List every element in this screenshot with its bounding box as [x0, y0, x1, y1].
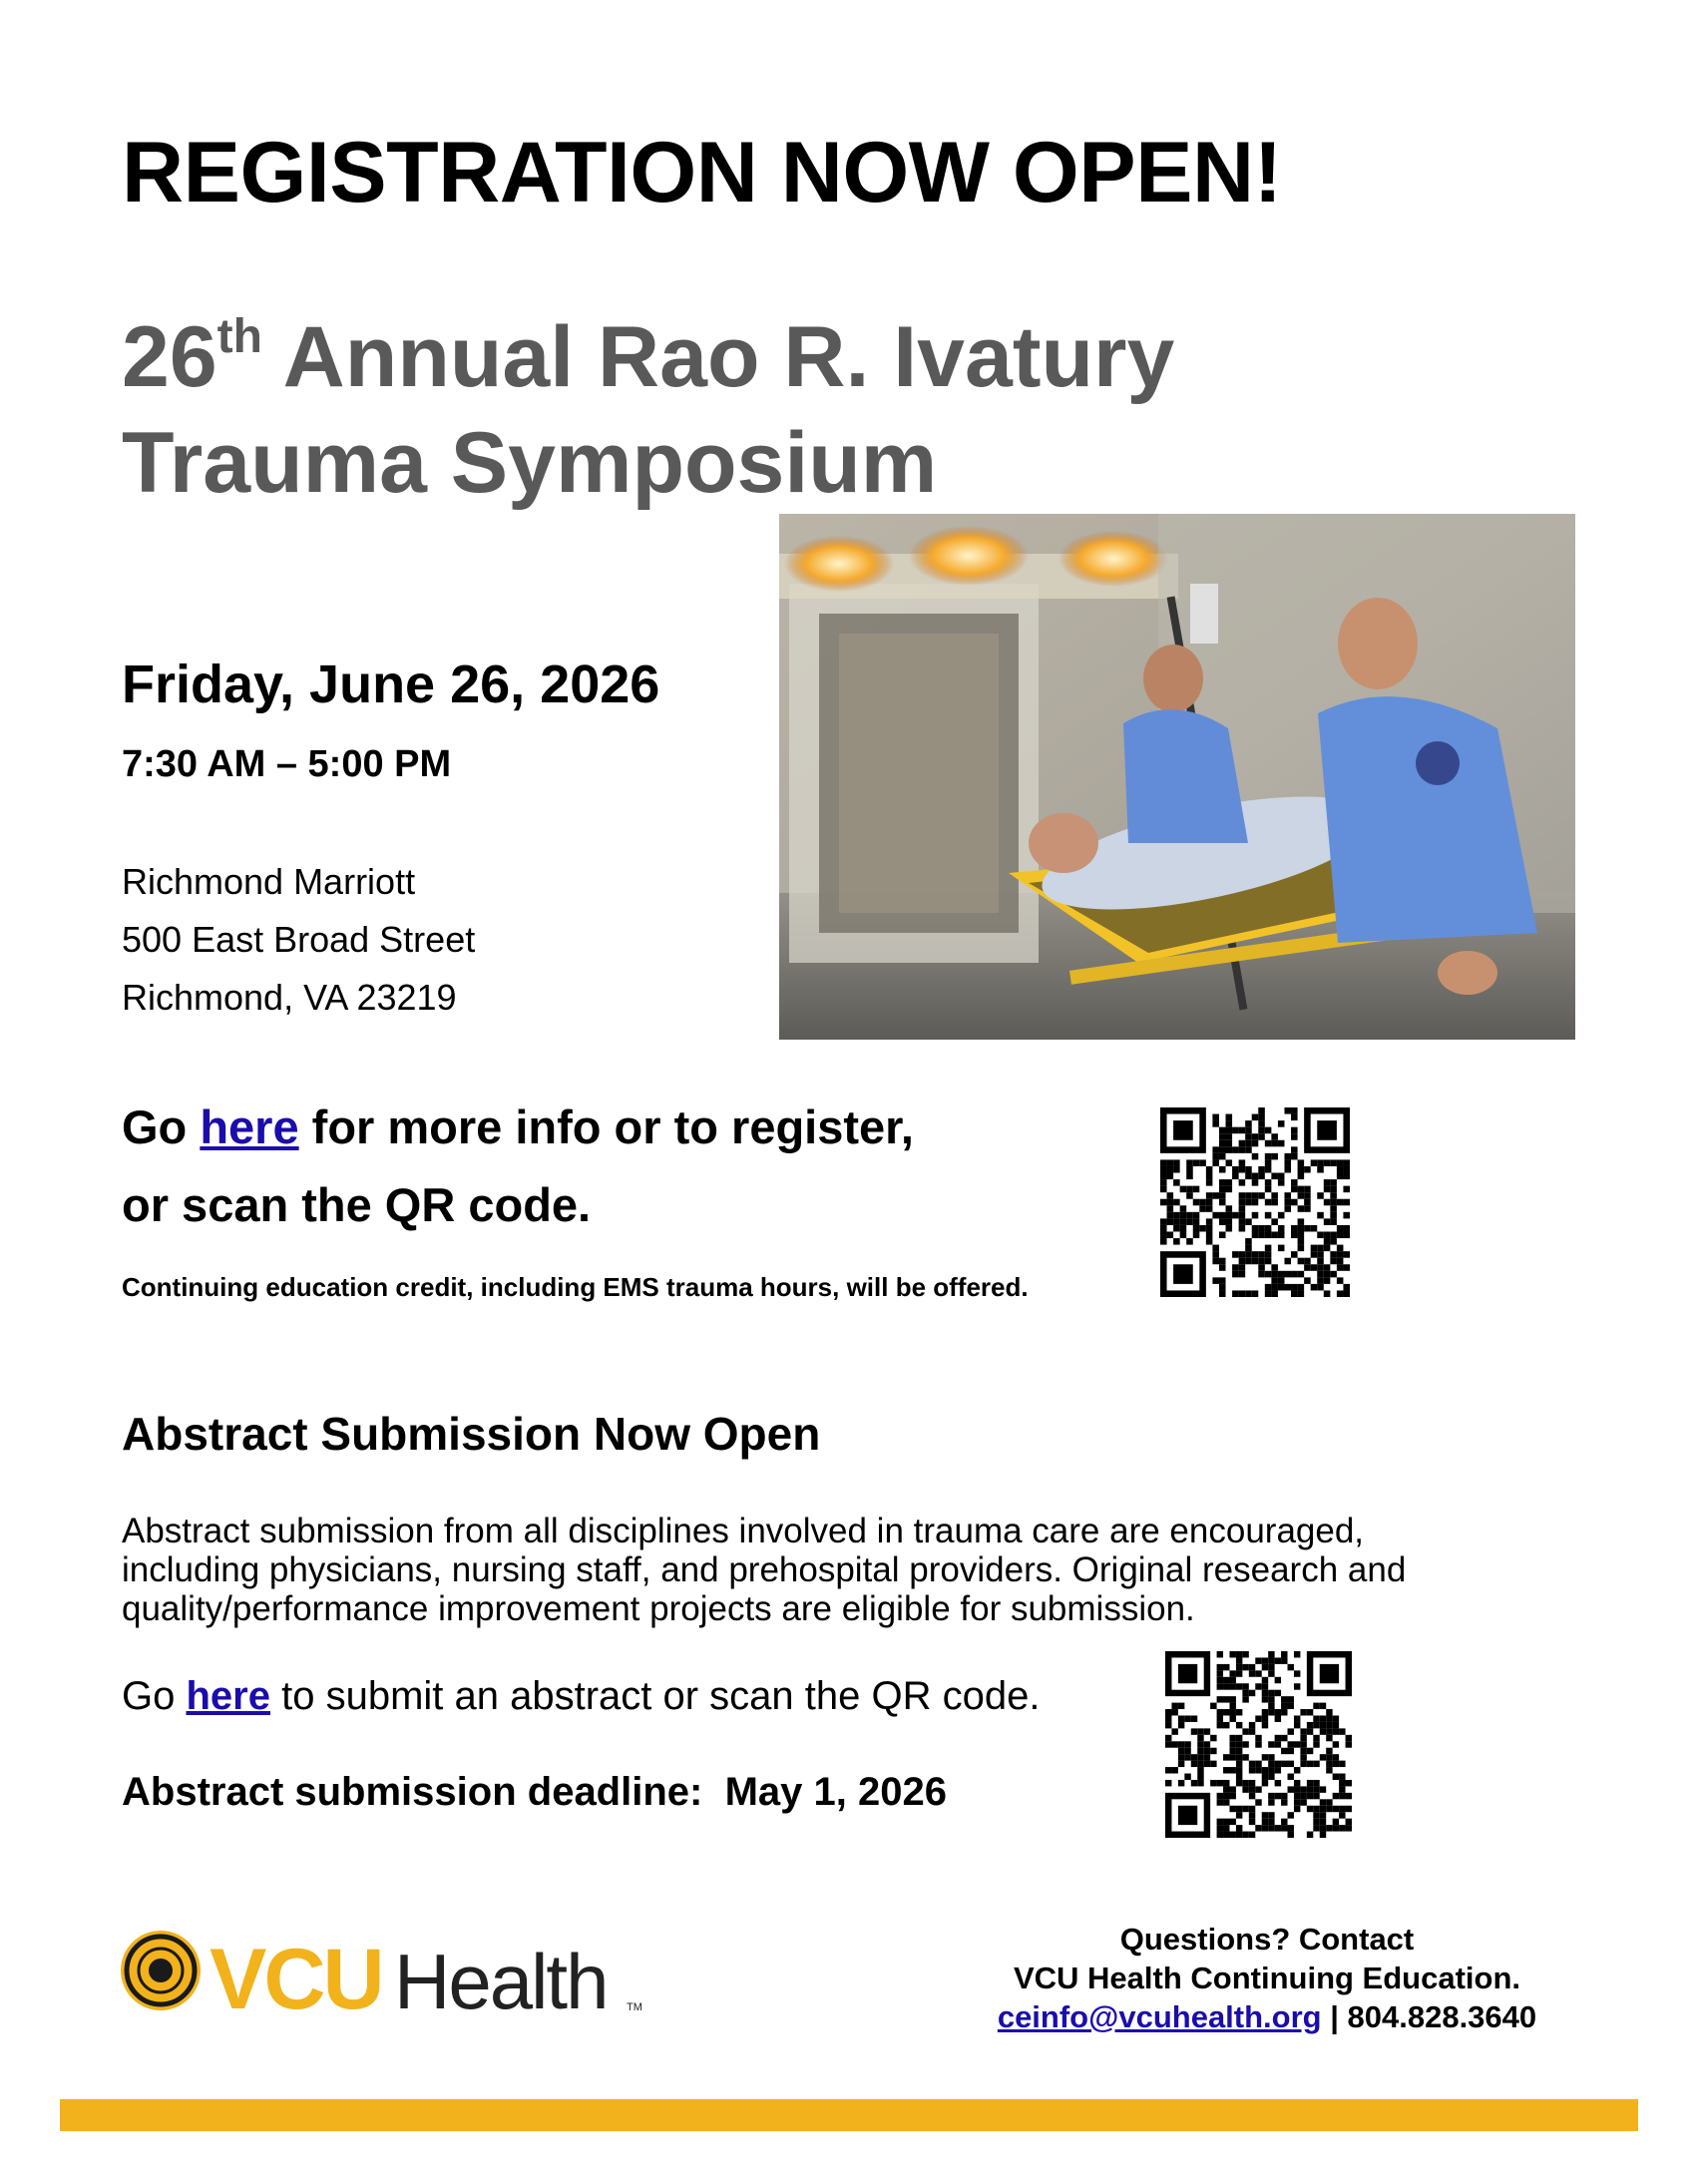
abstract-here-link[interactable]: here: [186, 1674, 270, 1718]
logo-tm-text: TM: [627, 2001, 642, 2013]
logo-vcu-text: VCU: [210, 1932, 382, 2020]
abstract-submit-line: [122, 1674, 1040, 1719]
title-ordinal-suffix: th: [216, 310, 262, 363]
abstract-go-prefix: Go: [122, 1674, 187, 1718]
abstract-deadline: Abstract submission deadline: May 1, 2026: [122, 1770, 947, 1814]
event-city: Richmond, VA 23219: [122, 977, 457, 1018]
event-date: Friday, June 26, 2026: [122, 655, 660, 714]
ce-credit-note: Continuing education credit, including EMS trauma hours, will be offered.: [122, 1272, 1029, 1302]
paramedics-photo: [779, 514, 1575, 1040]
contact-phone: 804.828.3640: [1347, 1999, 1537, 2034]
abstract-body-line: quality/performance improvement projects are eligible for submission.: [122, 1589, 1195, 1628]
event-time: 7:30 AM – 5:00 PM: [122, 743, 452, 785]
footer-gold-bar: [60, 2099, 1638, 2131]
contact-block: [938, 1920, 1596, 2036]
register-here-link[interactable]: here: [200, 1100, 299, 1153]
event-street: 500 East Broad Street: [122, 919, 476, 960]
contact-separator: |: [1321, 1999, 1348, 2034]
registration-banner: REGISTRATION NOW OPEN!: [122, 125, 1282, 220]
register-qr-code[interactable]: [1160, 1107, 1350, 1297]
abstract-go-suffix: to submit an abstract or scan the QR code.: [269, 1674, 1041, 1718]
contact-line1: Questions? Contact: [1119, 1922, 1415, 1957]
abstract-description: [122, 1512, 1578, 1628]
register-prefix-text: Go: [122, 1100, 201, 1153]
symposium-title: [122, 311, 1174, 509]
title-line2: Trauma Symposium: [122, 415, 938, 511]
register-qr-line: or scan the QR code.: [122, 1178, 592, 1231]
event-venue: Richmond Marriott: [122, 861, 416, 902]
abstract-qr-code[interactable]: [1165, 1651, 1352, 1838]
register-suffix-text: for more info or to register,: [298, 1100, 914, 1153]
contact-line2: VCU Health Continuing Education.: [1013, 1961, 1521, 1995]
logo-health-text: Health: [394, 1938, 608, 2020]
abstract-heading: Abstract Submission Now Open: [122, 1408, 821, 1460]
abstract-body-line: Abstract submission from all disciplines involved in trauma care are encouraged,: [122, 1512, 1365, 1550]
register-info-line: [122, 1099, 914, 1154]
abstract-body-line: including physicians, nursing staff, and prehospital providers. Original research and: [122, 1550, 1407, 1589]
vcu-health-logo: [118, 1921, 656, 2020]
contact-email-link[interactable]: ceinfo@vcuhealth.org: [997, 1999, 1322, 2034]
title-line1-rest: Annual Rao R. Ivatury: [261, 309, 1175, 405]
title-number: 26: [122, 309, 217, 405]
